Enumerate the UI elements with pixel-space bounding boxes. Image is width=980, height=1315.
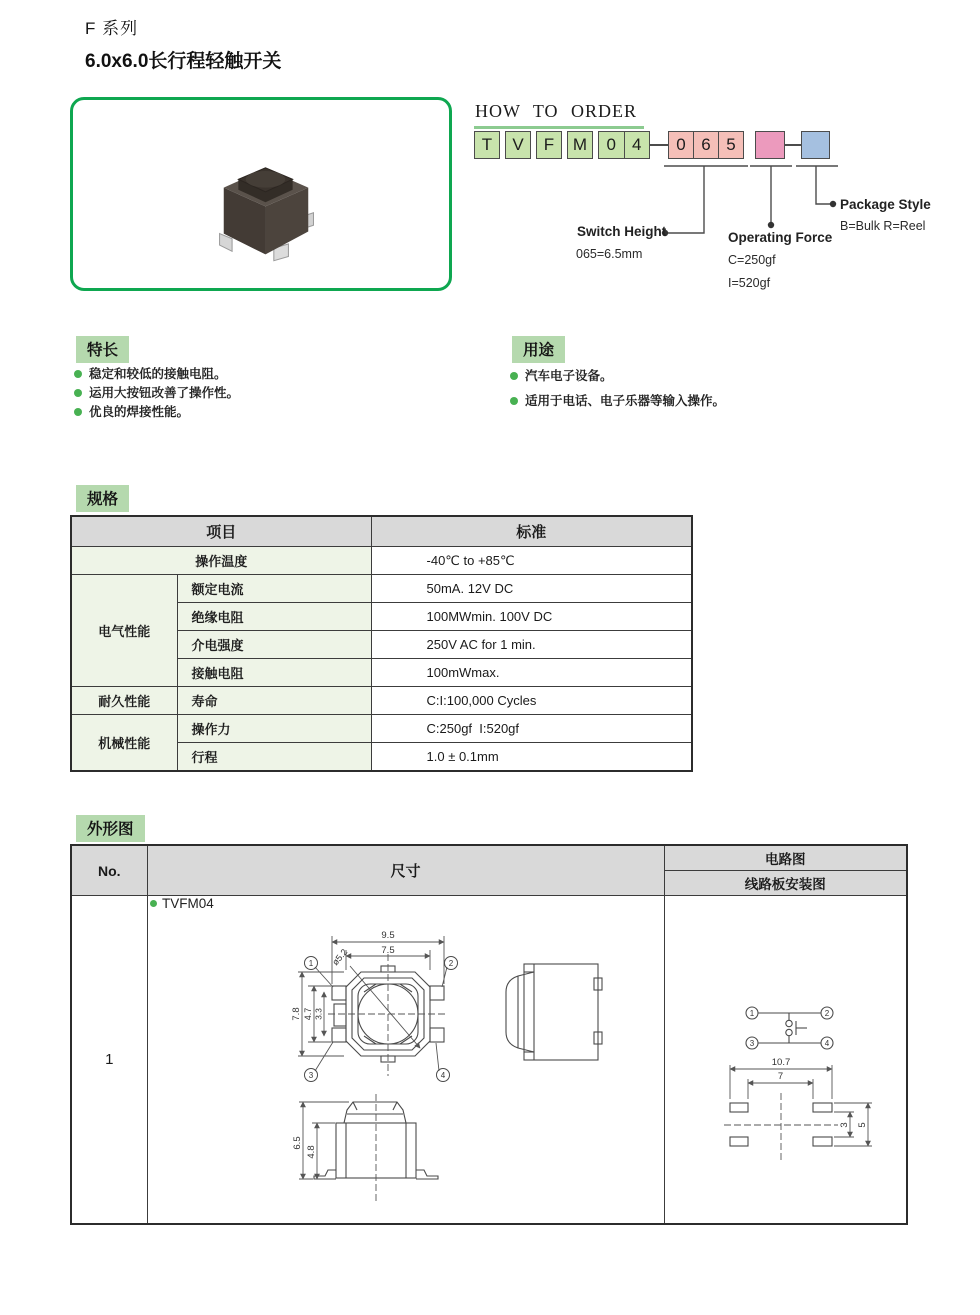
table-row: 接触电阻 100mWmax. <box>71 659 692 687</box>
svg-text:6.5: 6.5 <box>292 1136 303 1150</box>
svg-text:4: 4 <box>824 1039 830 1048</box>
code-box-M: M <box>567 131 593 159</box>
list-item: 适用于电话、电子乐器等输入操作。 <box>510 392 725 410</box>
bullet-icon <box>74 408 82 416</box>
bullet-icon <box>74 389 82 397</box>
spec-col-standard: 标准 <box>371 516 692 547</box>
svg-text:1: 1 <box>308 959 314 968</box>
bullet-icon <box>74 370 82 378</box>
outline-heading: 外形图 <box>76 815 145 842</box>
svg-text:4.8: 4.8 <box>306 1145 317 1159</box>
code-box-065: 0 6 5 <box>668 131 744 159</box>
outline-col-circuit: 电路图 <box>664 845 907 871</box>
operating-force-label: Operating Force <box>728 230 833 245</box>
outline-col-no: No. <box>71 845 147 896</box>
list-item: 优良的焊接性能。 <box>74 403 239 421</box>
svg-text:3: 3 <box>308 1071 314 1080</box>
bullet-icon <box>510 397 518 405</box>
svg-text:9.5: 9.5 <box>381 930 395 941</box>
spec-col-item: 项目 <box>71 516 371 547</box>
package-style-label: Package Style <box>840 197 931 212</box>
svg-text:2: 2 <box>824 1009 830 1018</box>
part-number: TVFM04 <box>150 896 214 911</box>
table-row: 耐久性能 寿命 C:I:100,000 Cycles <box>71 687 692 715</box>
table-row: 操作温度 -40℃ to +85℃ <box>71 547 692 575</box>
table-row: 电气性能 额定电流 50mA. 12V DC <box>71 575 692 603</box>
table-row: 绝缘电阻 100MWmin. 100V DC <box>71 603 692 631</box>
applications-list <box>510 367 725 410</box>
svg-text:5: 5 <box>857 1122 868 1128</box>
specs-heading: 规格 <box>76 485 129 512</box>
pcb-layout-drawing <box>722 1055 897 1167</box>
svg-text:3: 3 <box>839 1122 850 1128</box>
list-item: 汽车电子设备。 <box>510 367 725 385</box>
bullet-icon <box>510 372 518 380</box>
top-view-drawing <box>288 926 473 1091</box>
circuit-diagram <box>722 997 892 1055</box>
svg-text:3: 3 <box>749 1039 755 1048</box>
how-to-order-title: HOW TO ORDER <box>475 101 638 121</box>
outline-row-number: 1 <box>71 896 147 1225</box>
features-list <box>74 365 239 421</box>
switch-photo-icon <box>211 148 321 268</box>
svg-text:3.3: 3.3 <box>313 1008 324 1020</box>
outline-col-dimension: 尺寸 <box>147 845 664 896</box>
package-style-detail: B=Bulk R=Reel <box>840 219 926 233</box>
table-row: 行程 1.0 ± 0.1mm <box>71 743 692 772</box>
svg-text:1: 1 <box>749 1009 755 1018</box>
operating-force-detail-2: I=520gf <box>728 276 771 290</box>
svg-text:4: 4 <box>440 1071 446 1080</box>
front-view-drawing <box>293 1088 468 1206</box>
code-box-04: 0 4 <box>598 131 650 159</box>
list-item: 稳定和较低的接触电阻。 <box>74 365 239 383</box>
specs-table <box>70 515 693 772</box>
svg-text:10.7: 10.7 <box>771 1057 791 1068</box>
product-photo-frame <box>70 97 452 291</box>
code-box-T: T <box>474 131 500 159</box>
svg-text:7.5: 7.5 <box>381 945 395 956</box>
code-box-V: V <box>505 131 531 159</box>
applications-heading: 用途 <box>512 336 565 363</box>
side-view-drawing <box>498 962 603 1062</box>
order-leader-lines <box>460 125 980 300</box>
svg-text:ø5.2: ø5.2 <box>330 946 350 968</box>
svg-text:7: 7 <box>777 1071 784 1082</box>
features-heading: 特长 <box>76 336 129 363</box>
switch-height-detail: 065=6.5mm <box>576 247 643 261</box>
list-item: 运用大按钮改善了操作性。 <box>74 384 239 402</box>
operating-force-detail-1: C=250gf <box>728 253 776 267</box>
table-row: 介电强度 250V AC for 1 min. <box>71 631 692 659</box>
page-title: 6.0x6.0长行程轻触开关 <box>85 51 282 72</box>
outline-col-pcb: 线路板安装图 <box>664 871 907 896</box>
svg-text:2: 2 <box>448 959 454 968</box>
svg-text:4.7: 4.7 <box>303 1007 313 1021</box>
series-title: F 系列 <box>85 19 139 38</box>
table-row: 机械性能 操作力 C:250gf I:520gf <box>71 715 692 743</box>
switch-height-label: Switch Height <box>577 224 667 239</box>
svg-text:7.8: 7.8 <box>291 1007 302 1021</box>
code-box-F: F <box>536 131 562 159</box>
bullet-icon <box>150 900 157 907</box>
